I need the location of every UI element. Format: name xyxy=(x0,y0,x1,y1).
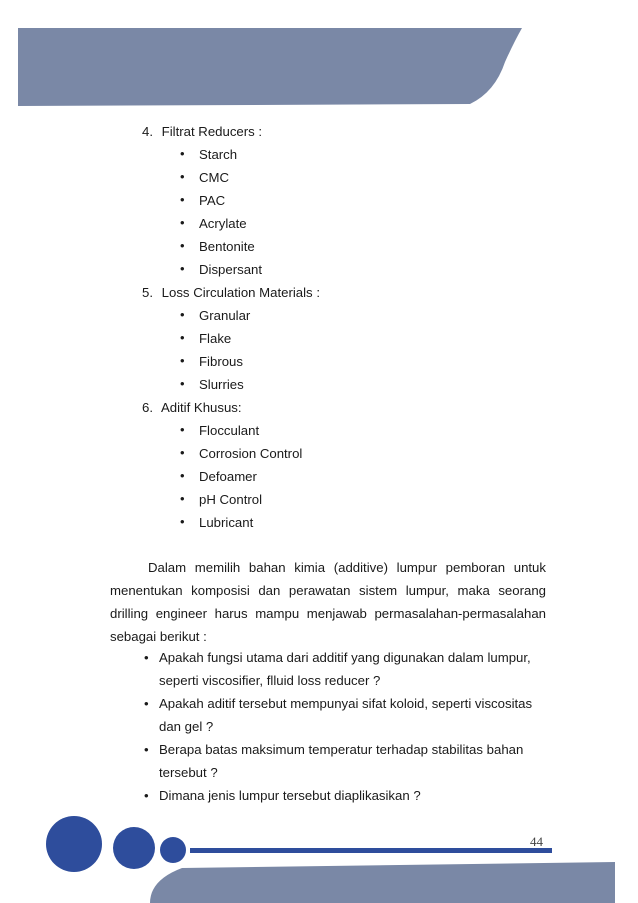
bullet-item: • Flake xyxy=(180,331,231,346)
body-paragraph xyxy=(110,556,546,648)
bullet-item: • PAC xyxy=(180,193,225,208)
paragraph-line: menentukan komposisi dan perawatan sistem lumpur, maka seorang xyxy=(110,583,546,598)
bullet-item: • CMC xyxy=(180,170,229,185)
footer-decoration xyxy=(0,810,638,903)
bullet-item: • Flocculant xyxy=(180,423,259,438)
list-title: Loss Circulation Materials : xyxy=(161,285,320,300)
paragraph-line: drilling engineer harus mampu menjawab permasalahan-permasalahan xyxy=(110,606,546,621)
question-list xyxy=(144,646,554,807)
list-number: 4. xyxy=(142,124,153,139)
bullet-item: • Acrylate xyxy=(180,216,247,231)
list-number: 6. xyxy=(142,400,153,415)
bullet-item: • Slurries xyxy=(180,377,244,392)
header-band xyxy=(0,0,638,120)
bullet-item: • pH Control xyxy=(180,492,262,507)
list-title: Aditif Khusus: xyxy=(160,400,242,415)
bullet-item: • Starch xyxy=(180,147,237,162)
question-item: • Dimana jenis lumpur tersebut diaplikasikan ? xyxy=(144,784,554,807)
bullet-item: • Lubricant xyxy=(180,515,253,530)
question-item: • Berapa batas maksimum temperatur terhadap stabilitas bahan tersebut ? xyxy=(144,738,554,784)
bullet-item: • Granular xyxy=(180,308,250,323)
bullet-item: • Fibrous xyxy=(180,354,243,369)
question-item: • Apakah fungsi utama dari additif yang digunakan dalam lumpur, seperti viscosifier, flluid loss reducer ? xyxy=(144,646,554,692)
bullet-item: • Dispersant xyxy=(180,262,262,277)
list-title: Filtrat Reducers : xyxy=(161,124,263,139)
question-item: • Apakah aditif tersebut mempunyai sifat koloid, seperti viscositas dan gel ? xyxy=(144,692,554,738)
list-item-filtrat-reducers xyxy=(142,124,262,139)
bullet-item: • Bentonite xyxy=(180,239,255,254)
bullet-item: • Defoamer xyxy=(180,469,257,484)
paragraph-line: Dalam memilih bahan kimia (additive) lumpur pemboran untuk xyxy=(148,560,546,575)
page-number: 44 xyxy=(530,834,543,849)
bullet-item: • Corrosion Control xyxy=(180,446,302,461)
list-item-aditif-khusus xyxy=(142,400,242,415)
paragraph-line: sebagai berikut : xyxy=(110,629,207,644)
list-item-loss-circulation xyxy=(142,285,320,300)
list-number: 5. xyxy=(142,285,153,300)
